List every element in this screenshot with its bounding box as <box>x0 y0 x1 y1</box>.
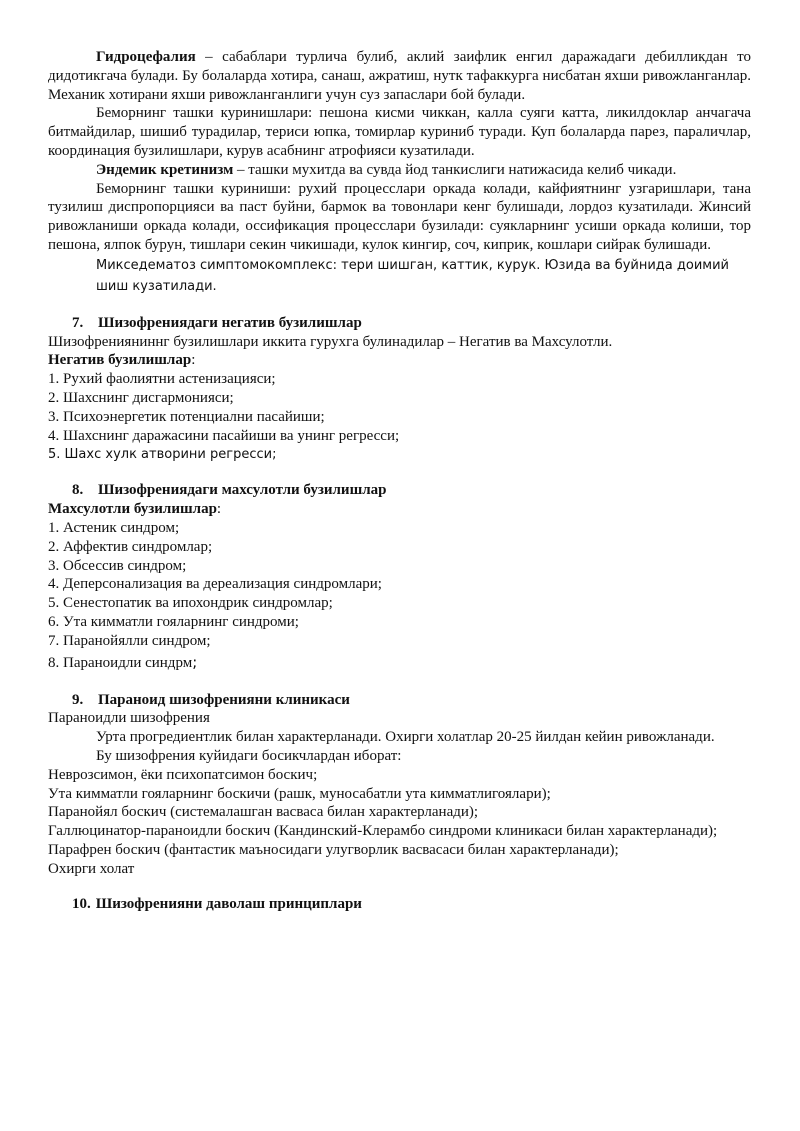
list-item <box>48 651 751 674</box>
list-item: 5. Сенестопатик ва ипохондрик синдромлар; <box>48 595 333 612</box>
productive-list-title <box>48 500 751 519</box>
hydrocephaly-paragraph <box>48 48 751 104</box>
stage-item: Охирги холат <box>48 860 135 877</box>
section-10-number: 10. <box>72 896 91 913</box>
negative-list-colon: : <box>191 352 196 369</box>
list-item: 6. Ута кимматли гояларнинг синдроми; <box>48 613 299 630</box>
section-9-paragraph-2: Бу шизофрения куйидаги босикчлардан иборат: <box>96 747 402 764</box>
negative-list-label: Негатив бузилишлар <box>48 352 192 369</box>
list-item: 1. Рухий фаолиятни астенизацияси; <box>48 371 276 388</box>
section-9-heading <box>48 691 751 710</box>
myxedema-paragraph: Микседематоз симптомокомплекс: тери шишган, каттик, курук. Юзида ва буйнида доимий шиш кузатилади. <box>96 257 729 294</box>
list-item: 1. Астеник синдром; <box>48 519 180 536</box>
negative-list-title <box>48 351 751 370</box>
cretinism-term: Эндемик кретинизм <box>96 161 234 178</box>
list-item: 4. Шахснинг даражасини пасайиши ва унинг регресси; <box>48 427 400 444</box>
section-8-heading <box>48 481 751 500</box>
section-7-number: 7. <box>72 314 84 331</box>
list-item: 7. Паранойялли синдром; <box>48 632 211 649</box>
list-item: 3. Психоэнергетик потенциални пасайиши; <box>48 408 325 425</box>
list-item-text: 8. Параноидли синдрм <box>48 654 193 671</box>
stage-item: Галлюцинатор-параноидли боскич (Кандинский-Клерамбо синдроми клиникаси билан характерланади); <box>48 823 718 840</box>
productive-list-colon: : <box>216 501 222 518</box>
section-10-title: Шизофренияни даволаш принциплари <box>95 896 362 913</box>
section-7-heading <box>48 314 751 333</box>
section-9-subtitle: Параноидли шизофрения <box>48 710 210 727</box>
stage-item: Ута кимматли гояларнинг боскичи (рашк, муносабатли ута кимматлигоялари); <box>48 785 551 802</box>
section-9-title: Параноид шизофренияни клиникаси <box>98 691 350 708</box>
section-9-paragraph-1: Урта прогредиентлик билан характерланади. Охирги холатлар 20-25 йилдан кейин ривожланади. <box>96 729 715 746</box>
hydrocephaly-appearance: Беморнинг ташки куринишлари: пешона кисми чиккан, калла суяги катта, ликилдоклар анчагача битмайдилар, шишиб турадилар, териси юпка, томирлар куриниб туради. Куп болаларда парез, параличлар, координация бузилишлари, курув асабнинг атрофияси кузатилади. <box>48 105 751 159</box>
list-item-end: ; <box>192 652 198 671</box>
list-item: 4. Деперсонализация ва дереализация синдромлари; <box>48 576 382 593</box>
list-item: 5. Шахс хулк атворини регресси; <box>48 447 277 463</box>
productive-list-label: Махсулотли бузилишлар <box>48 501 217 518</box>
section-9-number: 9. <box>72 691 84 708</box>
cretinism-paragraph <box>48 161 751 180</box>
section-8-title: Шизофрениядаги махсулотли бузилишлар <box>98 482 387 499</box>
cretinism-text: – ташки мухитда ва сувда йод танкислиги натижасида келиб чикади. <box>233 161 677 178</box>
hydrocephaly-term: Гидроцефалия <box>96 49 196 65</box>
stage-item: Неврозсимон, ёки психопатсимон боскич; <box>48 766 318 783</box>
list-item: 2. Аффектив синдромлар; <box>48 538 213 555</box>
document-page <box>48 48 751 914</box>
stage-item: Парафрен боскич (фантастик маъносидаги улугворлик васвасаси билан характерланади); <box>48 841 619 858</box>
section-10-heading <box>48 895 751 914</box>
list-item: 3. Обсессив синдром; <box>48 557 187 574</box>
section-7-intro: Шизофренияниннг бузилишлари иккита гурухга булинадилар – Негатив ва Махсулотли. <box>48 333 613 350</box>
section-8-number: 8. <box>72 482 84 499</box>
list-item: 2. Шахснинг дисгармонияси; <box>48 389 234 406</box>
hydrocephaly-text: – сабаблари турлича булиб, аклий заифлик енгил даражадаги дебилликдан то дидотикгача булади. Бу болаларда хотира, санаш, ажратиш, нутк тафаккурга нисбатан яхши ривожланганлар. Механик хотирани яхши ривожланганлиги учун суз запаслари бой булади. <box>48 49 751 103</box>
section-7-title: Шизофрениядаги негатив бузилишлар <box>98 314 362 331</box>
stage-item: Паранойял боскич (системалашган васваса билан характерланади); <box>48 804 479 821</box>
cretinism-appearance: Беморнинг ташки куриниши: рухий процесслари оркада колади, кайфиятнинг узгаришлари, тана тузилиш диспропорцияси ва паст буйни, бармок ва товонлари кенг булишади, лордоз кузатилади. Жинсий ривожланиши оркада колади, оссификация процесслари бузилади: суякларнинг усиши оркада колиши, тор пешона, ялпок бурун, тишлари секин чикишади, кулок кингир, соч, киприк, кошлари сийрак булишади. <box>48 180 751 253</box>
